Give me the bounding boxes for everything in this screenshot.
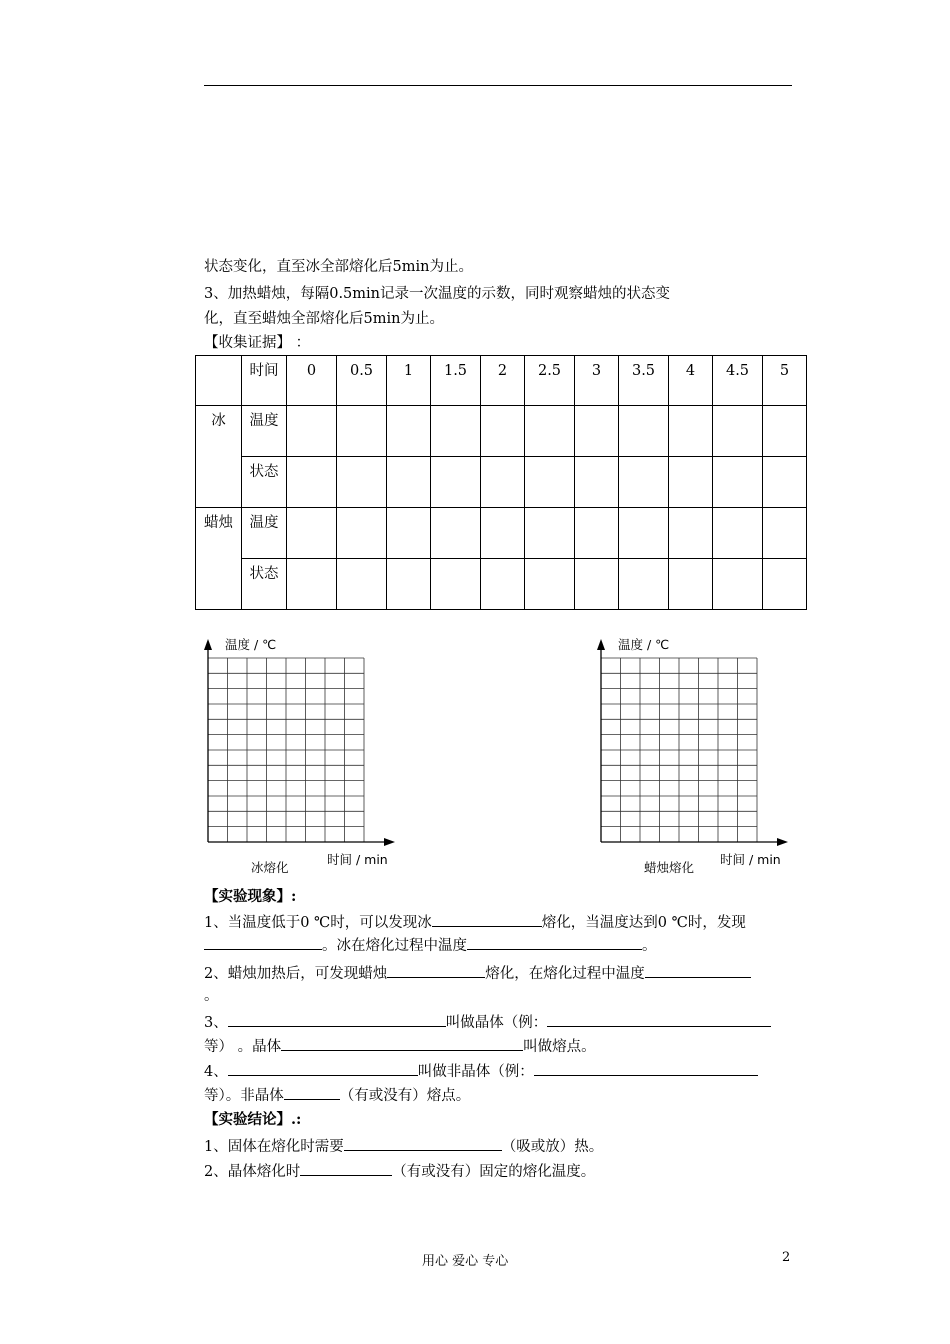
answer-blank[interactable]	[228, 1011, 446, 1027]
time-header: 3.5	[619, 356, 669, 406]
ice-state-row	[196, 457, 807, 508]
conclusion-2: 2、晶体熔化时 （有或没有）固定的熔化温度。	[204, 1160, 595, 1182]
phenomena-q1-line1: 1、当温度低于0 ℃时，可以发现冰 熔化，当温度达到0 ℃时，发现	[204, 911, 746, 933]
header-rule	[204, 85, 792, 86]
x-axis-arrow-icon	[384, 838, 395, 846]
time-label: 时间	[242, 356, 287, 406]
intro-line-3: 化，直至蜡烛全部熔化后5min为止。	[204, 311, 444, 327]
answer-blank[interactable]	[204, 934, 322, 950]
phenomena-q2-line1: 2、蜡烛加热后，可发现蜡烛 熔化，在熔化过程中温度	[204, 962, 751, 984]
phenomena-heading: 【实验现象】:	[204, 888, 297, 905]
time-header: 5	[763, 356, 807, 406]
y-axis-label: 温度 / ℃	[618, 637, 670, 652]
x-axis-arrow-icon	[777, 838, 788, 846]
phenomena-q4-line1: 4、 叫做非晶体（例：	[204, 1060, 758, 1082]
answer-blank[interactable]	[284, 1084, 340, 1100]
state-label: 状态	[242, 457, 287, 508]
y-axis-label: 温度 / ℃	[225, 637, 277, 652]
time-header: 1	[387, 356, 431, 406]
answer-blank[interactable]	[534, 1060, 758, 1076]
footer-motto: 用心 爱心 专心	[422, 1254, 509, 1269]
evidence-heading: 【收集证据】 ：	[204, 335, 311, 351]
ice-melting-graph	[195, 630, 405, 875]
time-header: 2.5	[525, 356, 575, 406]
time-header: 1.5	[431, 356, 481, 406]
graph-caption: 蜡烛熔化	[644, 860, 695, 875]
graph-caption: 冰熔化	[251, 860, 289, 875]
answer-blank[interactable]	[387, 962, 485, 978]
answer-blank[interactable]	[300, 1160, 392, 1176]
answer-blank[interactable]	[432, 911, 542, 927]
ice-label: 冰	[196, 406, 242, 508]
answer-blank[interactable]	[281, 1035, 523, 1051]
time-header: 0.5	[337, 356, 387, 406]
answer-blank[interactable]	[547, 1011, 771, 1027]
page-number: 2	[782, 1250, 791, 1265]
answer-blank[interactable]	[344, 1135, 502, 1151]
phenomena-q1-line2: 。冰在熔化过程中温度 。	[204, 934, 657, 956]
ice-graph-grid	[195, 630, 405, 875]
intro-line-1: 状态变化，直至冰全部熔化后5min为止。	[204, 259, 473, 275]
time-header: 4	[669, 356, 713, 406]
time-header: 0	[287, 356, 337, 406]
time-row	[196, 356, 807, 406]
time-header: 2	[481, 356, 525, 406]
x-axis-label: 时间 / min	[720, 852, 781, 867]
temp-label: 温度	[242, 508, 287, 559]
intro-line-2: 3、加热蜡烛，每隔0.5min记录一次温度的示数，同时观察蜡烛的状态变	[204, 286, 671, 302]
state-label: 状态	[242, 559, 287, 610]
conclusion-1: 1、固体在熔化时需要 （吸或放）热。	[204, 1135, 603, 1157]
time-header: 3	[575, 356, 619, 406]
y-axis-arrow-icon	[597, 639, 605, 650]
phenomena-q2-line2: 。	[204, 988, 219, 1004]
phenomena-q4-line2: 等）。非晶体 （有或没有）熔点。	[204, 1084, 470, 1106]
ice-temp-row	[196, 406, 807, 457]
candle-label: 蜡烛	[196, 508, 242, 610]
temp-label: 温度	[242, 406, 287, 457]
candle-state-row	[196, 559, 807, 610]
data-table	[195, 355, 807, 610]
answer-blank[interactable]	[645, 962, 751, 978]
y-axis-arrow-icon	[204, 639, 212, 650]
x-axis-label: 时间 / min	[327, 852, 388, 867]
corner-cell	[196, 356, 242, 406]
answer-blank[interactable]	[467, 934, 642, 950]
phenomena-q3-line2: 等） 。晶体 叫做熔点。	[204, 1035, 596, 1057]
phenomena-q3-line1: 3、 叫做晶体（例：	[204, 1011, 771, 1033]
time-header: 4.5	[713, 356, 763, 406]
conclusion-heading: 【实验结论】.:	[204, 1111, 302, 1128]
candle-graph-grid	[588, 630, 798, 875]
answer-blank[interactable]	[228, 1060, 418, 1076]
candle-melting-graph	[588, 630, 798, 875]
candle-temp-row	[196, 508, 807, 559]
